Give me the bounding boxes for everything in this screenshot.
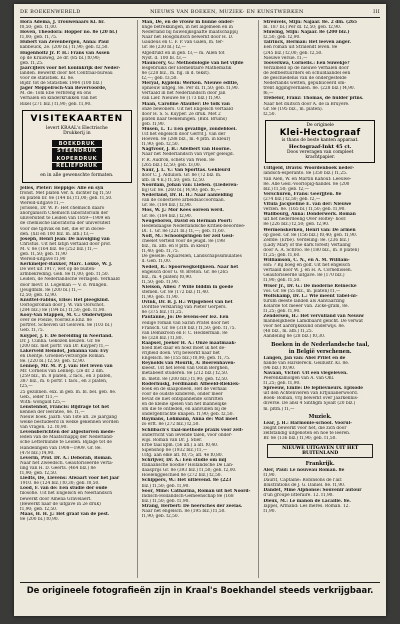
listing-line: (Jeugdbibl. 8e (200 bl.) f1,—: [20, 287, 82, 293]
listing-line: blz., m. afb. en 8 pltn. in kleur): [141, 244, 210, 250]
listing-line: (274 blz.) f2,50; geb. f2,—: [263, 196, 321, 202]
listing-line: voor het aardrijkskund onderwijs. 8e.: [263, 324, 346, 330]
listing-line: Peerenkamolgen van A. van Ohl.: [263, 375, 335, 381]
listing-line: om die te ontleden, en aanvullen bij de: [141, 407, 227, 413]
listing-line: (Lady Mary of the dark forest) Vertaling: [263, 242, 351, 248]
ad-print-type: RELIEFDRUK: [52, 163, 101, 170]
listing-line: opnieuw uitgeg. 8e. Per dl. f1,50; geb. f1,90.: [141, 86, 239, 92]
listing-line: Handelingen van 1908—1909. Gr. 8e.: [20, 445, 102, 451]
listing-line: door mevr. D. Logeman — V. d. Willigen.: [20, 282, 108, 288]
listing-line: Geb. f1,75.: [20, 328, 44, 334]
listing-line: De wet uit 1917, wet op de buiten-: [20, 267, 96, 273]
listing-line: f1,25; geb. f1,90.: [263, 309, 301, 315]
listing-line: Erbe taal kpm. (56 afl.) à afl. f0,40.: [141, 442, 219, 448]
listing-line: Fransch. Gr. 8e (318 blz.) f1,50; geb. f1,75.: [141, 325, 236, 331]
listing-line: Indisch-Hollandsch-Gemeenschap 8e (168: [141, 493, 234, 499]
listing-line: uit den Achtenvieren van Erfjulianerwoord.: [263, 391, 359, 397]
listing-line: Nederlands wetten, gepubliceerd om-: [263, 81, 346, 87]
listing-line: trent liggingverhalen. 8e. (228 blz.) f4,90.: [263, 86, 356, 92]
listing-line: en de kleine spelen van het mannelijke: [141, 402, 227, 408]
listing-line: Gaudeus en C. F. P. van Galen, m. ter-: [141, 40, 224, 46]
listing-line: hoed met daar en hoez moet ik het de-: [141, 346, 226, 351]
listing-line: op de Kruisweg, 2e dr. (85 bl.) f0,90;: [20, 55, 101, 61]
listing-line: Leiden, de Nederlandsche verlagen. Verhaald: [20, 277, 120, 283]
newspaper-page: [14, 4, 386, 616]
listing-line: Naar het Hoogduitsch bewerkt door H. D.: [141, 35, 234, 41]
listing-line: Nieuwe versie. f1,—: [263, 55, 308, 61]
listing-line: de geschiedenis van de ondergestelde: [263, 76, 347, 82]
listing-line: (Bewerkt naar de uitgave in 2e druk): [20, 501, 101, 507]
ad2-price: Hectograaf-Inkt 45 ct.: [288, 143, 352, 150]
listing-line: Nyst. d. 100 bl. f3,—: [141, 55, 187, 61]
listing-line: f1,90; geb. f2,50.: [141, 514, 179, 520]
listing-line: den. (XII en 100 blz. m. afb.) f3,—: [20, 231, 94, 237]
listing-line: Sipenshop 8e (1932 blz.) f1,—: [141, 447, 208, 453]
listing-line: Gr. 8e (195 blz., m. platen).: [263, 106, 324, 112]
listing-line: van Lier. Nieuwe 8e (173 blz.) f1,90.: [141, 96, 222, 102]
listing-line: Gr. 8e (230 bl.) f2,—: [141, 45, 186, 51]
listing-line: 387 blz., m. 6 portr. 1 facs., en 3 platen,: [20, 379, 108, 385]
column-3-france-listing: [263, 468, 377, 514]
listing-line: Lennep, Mr. M. P. J. van: Het leven van: [20, 364, 113, 370]
ad-print-type: BOEKDRUK: [52, 140, 101, 147]
listing-line: 8e (228 blz., m. fig. in d. tekst).: [141, 70, 211, 76]
listing-line: vertaald door W. J. en H. A. Cornellissen.: [263, 268, 353, 274]
listing-line: Stuwing, Stijn: Najaar. 8e (200 blz.): [263, 30, 350, 36]
listing-line: linge betrekkingen, in het algemeen en in: [141, 25, 233, 31]
listing-line: cheelet verteld voor de jeugd. 8e (198: [141, 239, 225, 245]
listing-line: Hora Adema, J. Trouwenaars Kl. br.: [20, 20, 105, 25]
listing-line: Uitg. aan elke afl. f0,75; afl. 4e f0,80.: [141, 452, 224, 458]
listing-line: Illustrations de J. G. Daniel. 8e. f1,90.: [263, 483, 346, 489]
listing-line: ondergebrachte knapen. f1,90; geb. f2,50.: [141, 412, 234, 418]
column-3: [263, 20, 380, 578]
listing-line: (200 blz. met portr. van Dr. Kuyper) f1,—: [20, 343, 110, 349]
listing-line: de zelfbestuurders en schuldaandel een: [263, 70, 351, 76]
section-heading-belgium-2: in België verschenen.: [288, 348, 352, 355]
column-2: [142, 20, 260, 578]
text-columns: [20, 20, 380, 578]
listing-line: portret. Scheiven uit Geloven. 8e (103 bl.): [20, 323, 113, 329]
ad2-kicker: De originele: [306, 122, 334, 128]
listing-line: Langen, Jan van: Abel Prilet en de: [263, 355, 346, 361]
listing-line: Lear, J. H.: Harmonie-school. Voorul-: [263, 420, 352, 426]
listing-line: Roderhuskj, Ferdinand: Afbeeld-Riekiek-: [141, 381, 240, 387]
visitekaarten-advertisement: [22, 110, 132, 183]
listing-line: voor de statistiek. Kl. 8e.: [20, 76, 75, 82]
listing-line: filosofie. Uit het Engelsch en Neerlandsch: [20, 491, 112, 497]
listing-line: Schippers, W.: Het uitlevend. 8e (223: [141, 478, 232, 484]
bottom-banner: De origineele fotografieën zijn in Kraal's Boekhandel steeds verkrijgbaar.: [20, 582, 380, 597]
listing-line: Kooy-Van Stappen, M. C.: Onderwijzen: [20, 313, 113, 319]
listing-line: m. metd. 8e (200 blz.) f1,90; geb. f2,50.: [141, 376, 229, 382]
listing-line: Noordam, Johan van: Lieben. (Liederen-: [141, 183, 239, 188]
column-1: [20, 20, 138, 578]
listing-line: Navaan, Victor: Uit een vlegeleven.: [263, 370, 348, 376]
listing-line: Mos, W. J.: Mor Kees ooreen werd.: [141, 208, 224, 214]
listing-line: anorganisch Chemisch laboratorium der: [20, 211, 109, 217]
listing-line: Talrinck, Herman: Het leeven anger.: [263, 40, 351, 46]
listing-line: 25 gezinnen. exx. in geb. m. bl. bel. geb. 8e.: [20, 389, 117, 395]
listing-line: 8e (375 blz.) f1,25.: [141, 310, 183, 316]
listing-line: Aandeling 8e (28 blz.) f0,30.: [263, 334, 326, 340]
listing-line: M. de: Tom Ebe verbreng en ons: [20, 91, 92, 97]
listing-line: Knuttel-Fabius, Elise: Het pleegkind.: [20, 297, 110, 303]
listing-line: Uit het engelsch door Gerrit J. van der: [141, 132, 226, 138]
listing-line: Trebelor, Franz: Thomas, de hulder prins.: [263, 96, 364, 102]
listing-line: M. v. 8e (164 blz. 8e (252 blz.) f1,—: [20, 246, 98, 252]
listing-line: Wereld-uitgave f1,—: [20, 201, 65, 207]
listing-line: Gr. 8e. (184 blz.) f2,90.: [141, 203, 192, 209]
ad-footer-text: en in alle gewenschte formaten.: [40, 173, 114, 179]
listing-line: kennen der leeratee, 8e. f1,—: [20, 409, 85, 415]
listing-line: door H. S. S. Kuyper. 2e druk. Met 2: [141, 111, 221, 117]
listing-line: blz.) f1,50; geb. f2,—: [263, 186, 309, 192]
listing-line: Hugenholtz Jr. P. H.: Frans van Assen: [20, 50, 110, 56]
listing-line: (478 blz.) f4,90.: [20, 450, 55, 456]
listing-line: turum deeste landen als Aanvaarzing: [263, 298, 345, 304]
listing-line: geb. f1,50; geb. f1,90: [20, 252, 67, 257]
listing-line: f1,90.: [263, 508, 276, 514]
listing-line: f1,40; geb. f1,75.: [141, 249, 179, 255]
listing-line: (259 blz., m. 8 platen, 2 facs., en 3 platen,: [20, 374, 112, 380]
listing-line: verzen. 8e. (165 bl.) f1,50; geb. f1,90.: [263, 207, 346, 213]
listing-line: Hubert van Zevenbergen, Anna: Paul: [20, 40, 109, 46]
listing-line: m. pltm.) f1,—: [263, 406, 295, 412]
listing-line: Wermenskerken, Henri van: De armen: [263, 227, 356, 233]
listing-line: Verhalen en kinderkrukken van het: [20, 96, 97, 102]
listing-line: Hedendaagse Nederlandsche Kritiek-beoordee-: [141, 223, 246, 229]
listing-line: zeight bewerkt voor het, die zich door: [263, 425, 347, 431]
listing-line: Br. 8e (136 blz.) f1,90; geb. f1,50.: [263, 435, 337, 441]
listing-line: Streuvels, Stijn: Najaar. 8e. 2 dln. (265: [263, 20, 357, 25]
listing-line: d. Geb. f1,00.: [141, 259, 172, 265]
listing-line: over de Poëzie, Voorlez.e.Enz. 8e: [20, 318, 92, 324]
listing-line: blz.) f1,50; geb. f1,90.: [141, 483, 190, 489]
listing-line: Dandet, Mme Alphonse: Souvenir autour: [263, 488, 362, 494]
listing-line: Zendersen, H.: Het vervulland van Neuuw: [263, 314, 364, 320]
listing-line: De geselle: Aquarellen, Landschapssimulaties: [141, 254, 242, 260]
listing-line: Engelsch. 8e (155 blz.) f0,90; geb. f1,75.: [141, 356, 231, 362]
listing-line: Leverin, Prof. Dr. A.: Deborah, Roman.: [20, 455, 113, 461]
listing-line: f2,—; geb. f3,50.: [141, 76, 178, 82]
listing-line: en platen br. 8e (144 bl.) f1,00; geb. f1,50.: [20, 195, 113, 201]
listing-line: Oorlogsroman door J. W. van Oorschot.: [20, 302, 105, 308]
listing-line: Gr. 8e. (184 blz.) f2,90.: [141, 213, 192, 219]
listing-line: f1,50; geb. f1,90.: [141, 279, 179, 285]
listing-line: Mauncery, G.: Methodologie van het vijfde: [141, 60, 244, 66]
listing-line: op goed. Gr. 8e (156 blz.) f0,40; geb. f1,90.: [263, 232, 358, 238]
listing-line: vrijheid doen. Vrij bewerkt naar het: [141, 351, 220, 357]
hectograaf-advertisement: [265, 120, 375, 164]
ad-print-types: [52, 139, 101, 170]
listing-line: Een roman uit Stralendt leven. 8e: [263, 45, 338, 51]
listing-line: 8e (200 bl.) f0,90.: [20, 516, 59, 522]
listing-line: Nielson, Alles: ? Wille biddin in goede: [141, 284, 234, 290]
listing-line: f1,90; geb. f1,50.: [263, 278, 301, 284]
column-3-listing-mid: [263, 166, 377, 339]
listing-line: stemen. Gr. 8e (172 blz.) f1,40.: [141, 289, 210, 295]
listing-line: Naar het engelsch. 8e (195 blz.) f1,50.: [141, 509, 226, 514]
listing-line: daasprijs Gr. 8e (393 blz.) f1,50; geb. f2,00.: [141, 468, 237, 474]
listing-line: vos. Gr. 8e (55 blz., m. platen) f1,—: [263, 288, 341, 294]
listing-line: f1,90; geb. f2,50.: [141, 142, 179, 148]
listing-line: 8e (226 blz.) f2,50; geb. f2,90.: [263, 222, 330, 228]
listing-line: Levensberichten der afgestorven mede-: [20, 430, 116, 436]
listing-line: welke bestudeerd in welke gekennen worden: [20, 420, 119, 426]
listing-line: Jaarcijfers voor het koninkrijk der Neder-: [20, 65, 121, 71]
listing-line: zelfstandig uitgenoten en hoe te leeren.: [263, 430, 351, 436]
listing-line: geb. f1,90.: [141, 121, 165, 127]
listing-line: Neugeboren, David en Herman Poort:: [141, 218, 233, 224]
listing-line: Zelfde: (Erbe). Verdeling: 8e. (236 blz.): [263, 237, 349, 243]
listing-line: Lakerveld Hemdot, Johanna van: Evy: [20, 348, 109, 354]
listing-line: van Demikroon en F. C. Hedderman. 8e: [141, 330, 228, 336]
listing-line: Daurit, Captaine: Robinsons de l'air.: [263, 478, 343, 484]
listing-line: Dordtse verklaring van Pieter Gerpers.: [141, 305, 227, 311]
listing-line: f25,—: [20, 384, 33, 390]
listing-line: wijs. Roman van Dr. J. Stier.: [141, 437, 203, 443]
listing-line: de chemische laboratoria der universiteit: [20, 221, 111, 227]
listing-line: bewerkt door Amelia Gravelaert.: [20, 496, 92, 502]
listing-line: onze bewoners. Uit het Engelsch vertaald: [141, 106, 233, 112]
listing-line: 1910. 8e (124 blz.) f0,30; geb. f0,50.: [20, 481, 100, 487]
listing-line: 8e (328 blz.) f1,80.: [141, 335, 183, 341]
listing-line: Wolfskamp, Dr. L.: Wie meent Tabel-ni-: [263, 293, 358, 299]
listing-line: Baymans, Lohmann, Anna de: Wat moet: [141, 417, 238, 423]
listing-line: en Dientje. Groenen-verzorgde Roman.: [20, 353, 106, 359]
listing-line: door C. J. Aldulion. Gr. 8e (72 blz. m.: [141, 172, 222, 178]
listing-line: Nederland bij huwelijksgaafte maatschappij: [141, 30, 238, 36]
listing-line: (245 blz.) f2,00; geb. f2,50.: [263, 50, 323, 56]
listing-line: f2,50; geb. f2,90.: [263, 35, 301, 41]
listing-line: Kerkmeijer-Bakker, Marc. Lokke, W. J.: [20, 262, 113, 268]
listing-line: fronst. Met platen Ver. h. dichter bij f1,50: [20, 190, 111, 196]
listing-line: Strang, Herbert: De heersches der zeelas.: [141, 503, 243, 509]
listing-line: voor de oudste kinderen, onder meer: [141, 391, 223, 397]
listing-line: Soor, Mine: Catharina, Roman uit het Noord-: [141, 488, 251, 494]
listing-line: Pautanne, Jo: De levens-eer lez. Een: [141, 315, 229, 321]
listing-line: f1,90.: [263, 473, 276, 479]
listing-line: With: wongald f25,—: [20, 399, 66, 405]
listing-line: Kuyper, J. F. De bereiding in Neerland.: [20, 333, 113, 339]
listing-line: f6,—: [263, 91, 274, 97]
listing-line: afb. in 4 k.) f1,50; geb. f2,50.: [141, 177, 206, 183]
listing-line: landen. Bewerkt door het Centraal-bureau: [20, 70, 113, 76]
listing-line: (96 blz.) f0,90.: [263, 365, 296, 371]
listing-line: Van Alen, W. en Martin Kahouf: Leeuwe-: [263, 176, 352, 182]
listing-line: blz.) f1,50; geb. f1,90.: [141, 498, 190, 504]
listing-line: Liedts, De, Lievens: Alwaart voor het jaar: [20, 476, 120, 482]
listing-line: armbekreding. Geb. 8e f1,00; geb. f1,50.: [20, 272, 109, 278]
listing-line: P. R. Audron, schets van Wien. 8e: [141, 157, 215, 163]
listing-line: Man, De, en de vrouw in hunne onder-: [141, 20, 235, 25]
header-center: NIEUWS VAN BOEKEN, MUZIEK- EN KUNSTWERKEN: [150, 9, 304, 15]
listing-line: Raapsel, Joeker H. A.: Onze maatmaak-: [141, 340, 237, 346]
ad2-note-2: krachtpapier.: [305, 155, 336, 161]
listing-line: Nedell, R.: Spoorwegkelijkeen. Naar het: [141, 264, 239, 270]
listing-line: door A. A. Schroo. 8e (180 blz., m. 8 platen): [263, 247, 360, 253]
ad-print-type: STEENDRUK: [52, 148, 101, 155]
column-3-belgium-listing: [263, 356, 377, 412]
listing-line: Verzameld op de nieuwe Verhalen door: [263, 65, 349, 71]
listing-line: Tooverkwa, Cornelis.: Een Suwekje?: [263, 60, 350, 66]
listing-line: Italiaansche noodie? Hollandsche De Lan-: [141, 463, 234, 469]
listing-line: Joseph, Henri Jean: De navolging van: [20, 236, 110, 242]
listing-line: f0,50; geb. f1,00.: [20, 25, 58, 31]
listing-line: Iappel, Armand: Les mères. Roman. 12.: [263, 503, 350, 509]
listing-line: landsch-esperanto. 8e (350 blz.) f1,25.: [263, 171, 348, 177]
listing-line: Maas, H. H. J.: Het graaf van de pest.: [20, 511, 110, 517]
listing-line: Lenstenhof, Francis: Bijdrage tot het: [20, 404, 110, 410]
listing-line: Rixel (271 blz.) f1,90; geb. f1,90.: [20, 101, 92, 107]
listing-line: f1,90; geb. f2,50.: [20, 471, 58, 477]
listing-line: Uiltgeld, Dravis: Woordenboek neder-: [263, 166, 355, 172]
listing-line: sche Letterkunde te Leiden. Bijlage tot de: [20, 440, 112, 446]
header-right: III: [373, 9, 380, 15]
listing-line: kabbeuck, 2e. (200 bl.) f1,90; geb. f2,50.: [20, 45, 109, 51]
foreign-publications-box: NIEUWE UITGAVEN UIT HET BUITENLAND: [267, 444, 373, 458]
ad2-title: Klei-Hectograaf: [279, 127, 361, 138]
page-footer: [20, 598, 380, 608]
listing-line: voor die tijdvak en het, die er in docee-: [20, 226, 106, 232]
listing-line: Hoeven. 8e (288 blz., m. 4 pltn. in kleur): [141, 137, 231, 143]
column-3-music-listing: [263, 421, 377, 441]
listing-line: Wiser Jr., Dr. G.: De moderne Reinecke: [263, 283, 357, 289]
listing-line: Williamson, C. N., en A. M. William-: [263, 258, 350, 264]
listing-line: Verschuren, Frans: Geerjjten. 8e: [263, 191, 342, 197]
listing-line: Wallbourg, Anna: Donderwerk. Roman: [263, 212, 356, 218]
listing-line: Dr. J. Cunha. Gekozen keuzen. Gr. 8e: [20, 338, 101, 344]
column-1-listing-top: [20, 20, 134, 107]
listing-line: f1,00; geb. f1,75.: [20, 35, 58, 41]
listing-line: (265 blz.) f2,50; geb. f3,00.: [141, 162, 201, 168]
section-heading-belgium: Boeken in de Nederlandsche taal,: [271, 341, 370, 348]
listing-line: universiteit te Leiden van 1859—1909 en: [20, 216, 111, 222]
listing-line: uit het nederdeelig Over Holtey- hoor.: [263, 217, 347, 223]
listing-line: f1,90; geb. f2,50.: [20, 506, 58, 512]
listing-line: Geautoriseerde uitgave. 8e (170 blz.): [263, 273, 345, 279]
listing-line: bevat de niet ontspannende schriften: [141, 396, 224, 402]
listing-line: 8e. Alle Gesl.-Voorlopig-handel. 8e (200: [263, 181, 350, 187]
listing-line: Boek- Roman, vrij bewerkt over Jaarkennis-: [263, 396, 359, 402]
listing-line: Vertaald in het Nederlandsch door Jan: [141, 91, 226, 97]
listing-line: Mr. Cornelis van Lennep. (2e dr. 2 dln.: [20, 369, 105, 375]
listing-line: veilige roman van Sarah Pratel door het: [141, 320, 230, 326]
listing-line: bij) Gr. 8e. (260 bl.) f4,90; geb. f6,—: [141, 188, 221, 194]
listing-line: Hoven, Theodora: Hopper no. 8e (20 bl.): [20, 30, 118, 36]
listing-line: Musen, L. T.: Een gevallige, zondebloei.: [141, 126, 237, 132]
section-heading-music: Muziek.: [308, 413, 332, 420]
listing-line: Wereld-uitgave f1,90: [20, 257, 66, 263]
listing-line: boek en de slaaponeen, Het de verhaal: [141, 386, 227, 392]
listing-line: Jelles, Pieter: Heppige: Alle en syn: [20, 185, 104, 191]
listing-line: bl. 187 bl.) Per dl. f2,50; geb. f2,90.: [263, 25, 342, 31]
listing-line: platen naar teekeningen. (Bibl. Bruins): [141, 116, 227, 122]
listing-line: Naar het duitsch door A. de la Bruyère.: [263, 101, 350, 107]
listing-line: Christus. Uit het latijn vertaald door prof.: [20, 241, 112, 247]
section-heading-france: Frankrijk.: [305, 460, 335, 467]
listing-line: van vragen. 12. f0,90.: [20, 425, 68, 431]
listing-line: Aler, Paul: Le nouveau Roman. 8e: [263, 467, 345, 473]
listing-line: f1,90; geb. f1,90.: [141, 295, 179, 301]
column-1-listing-bottom: [20, 186, 134, 522]
listing-line: Dieux, M.: Le manon de Lacaille. 8e.: [263, 498, 351, 504]
listing-line: blz., m. 4 platen) f0,90.: [141, 274, 193, 280]
listing-line: Nieuw boek. Jaarb. van 1ste afl. 2e jaargang: [20, 415, 117, 420]
ad2-note: Doos vereragen van compleet: [287, 149, 354, 155]
listing-line: f2,50.: [263, 111, 276, 117]
listing-line: diverse. De ansl 4 Sinthgm Sjoalt (20 blz.): [263, 401, 356, 407]
listing-line: 8e. (220 bl.) f2,50; geb. f2,90.: [20, 358, 86, 364]
listing-line: Naar het Nederlandsch van vrijer geleigd.: [141, 152, 234, 158]
listing-line: Nagtvoor, J. B.: Adelbert van Hoorne.: [141, 147, 231, 153]
listing-line: van de collectieve arbeidsaccoordaan.: [141, 198, 225, 204]
listing-line: Geb., ieder f11,—: [20, 394, 59, 400]
listing-line: geb. f1,25.: [20, 60, 44, 66]
listing-line: lesgebruiks der Elementaire Mathematik: [141, 65, 232, 71]
listing-line: Vitula Jacqueline E. van der: Nieuwe: [263, 202, 352, 208]
ad-subtitle: levert KRAAL's Electrische: [46, 125, 108, 131]
column-3-listing-top: [263, 20, 377, 117]
listing-line: engelsch door G. W. Breton. Gr. 8e (265: [141, 269, 228, 275]
listing-line: Dl. 1. Gr. 8e (221 bl.) f1,—; geb. f1,60.: [141, 228, 225, 234]
listing-line: f1,25; geb. f1,90.: [263, 381, 301, 387]
column-2-listing: [142, 20, 256, 519]
ad-print-type: KOPERDRUK: [52, 155, 101, 162]
listing-line: Ovink, Dr. B. J. H.: Wijsgebeel van het: [141, 300, 233, 306]
listing-line: (48 blz., m. afb.) f1,25.: [263, 329, 313, 335]
listing-line: d'un groupe littéraire. 12. f1,90.: [263, 493, 334, 499]
listing-line: Kolarde tot meeer van. Zicke-gram, 8e.: [263, 303, 349, 309]
running-header: [20, 7, 380, 18]
listing-line: Naar het Zweedsch. Geautoriseerde verta-: [20, 460, 114, 466]
ad2-subtitle: is thans de beste kanten apparaat.: [281, 137, 359, 143]
listing-line: mannelijkhede Lamdbaard gelicht. De verwat: [263, 319, 364, 325]
listing-line: Spreeuw, Emile: De leplievneurs. Episode: [263, 386, 363, 392]
listing-line: Bijdr. tot de Statistiek 1904 (100 blz.): [20, 81, 103, 87]
listing-line: f2,50; geb. f2,90.: [20, 292, 58, 298]
ad-subtitle-2: Drukkerij in: [63, 131, 91, 136]
listing-line: f1,25; geb. f1,60.: [263, 252, 301, 258]
listing-line: (284 blz.) 8e (194 bl.) f1,50; geb. f1,90.: [20, 308, 106, 314]
listing-line: Reynolds van Mourik, A: Boerenhaven-: [141, 361, 236, 367]
listing-line: zo erft. 8e (272 blz.) f2,50.: [141, 422, 200, 428]
listing-line: Maan, Caroline Ataulier: De tolk van: [141, 101, 230, 107]
listing-line: kleest. Uit het leven van Oolin Berghen,: [141, 366, 229, 372]
listing-line: Meryal, Kyplein: Werken. Nieuwe editie,: [141, 81, 239, 87]
listing-line: Jager Meppelroch-Van Bevervoorde,: [20, 86, 107, 92]
listing-line: son: ? Bij boeg en golf. Uit het engelsch: [263, 263, 351, 269]
listing-line: Hoelenggeschied 8e (272 blz.) f2,50.: [141, 473, 222, 479]
listing-line: onderricht van levende talen, voor onder-: [141, 432, 233, 438]
listing-line: Afgedrukt en in geb. f3,— m. Allen tot: [141, 50, 225, 56]
listing-line: Nederland, Dr. H. H.: Naar aanleiding: [141, 193, 233, 199]
listing-line: Schrijver, Dr. A.: Een studie om mij: [141, 458, 227, 464]
listing-line: Nolt, M.: Schoolspringen ter zeil Gesl-: [141, 233, 235, 239]
listing-line: leden van de Maatschappij der Nederland-: [20, 435, 114, 441]
listing-line: Jorissen, Dr. W. P.: Het chemisch daaro: [20, 206, 105, 212]
listing-line: Naur, J. L. V.: Van Sporttas. Gekleurd: [141, 167, 231, 173]
listing-line: Lood, F. van de: Een studie der oude: [20, 486, 108, 492]
listing-line: ling van H. D. Geerts. (464 blz.) 8e: [20, 465, 96, 471]
header-left: DE BOEKENWERELD: [20, 9, 81, 15]
listing-line: metabeelt studeren. 8e (212 blz.) f2,50.: [141, 371, 229, 377]
listing-line: hande van Harslereck. Geïllustr. Kl. 8e.: [263, 360, 350, 366]
listing-line: Schilbach's Taal-methode praxis voor zelf-: [141, 427, 244, 433]
ad-title: VISITEKAARTEN: [30, 113, 124, 124]
